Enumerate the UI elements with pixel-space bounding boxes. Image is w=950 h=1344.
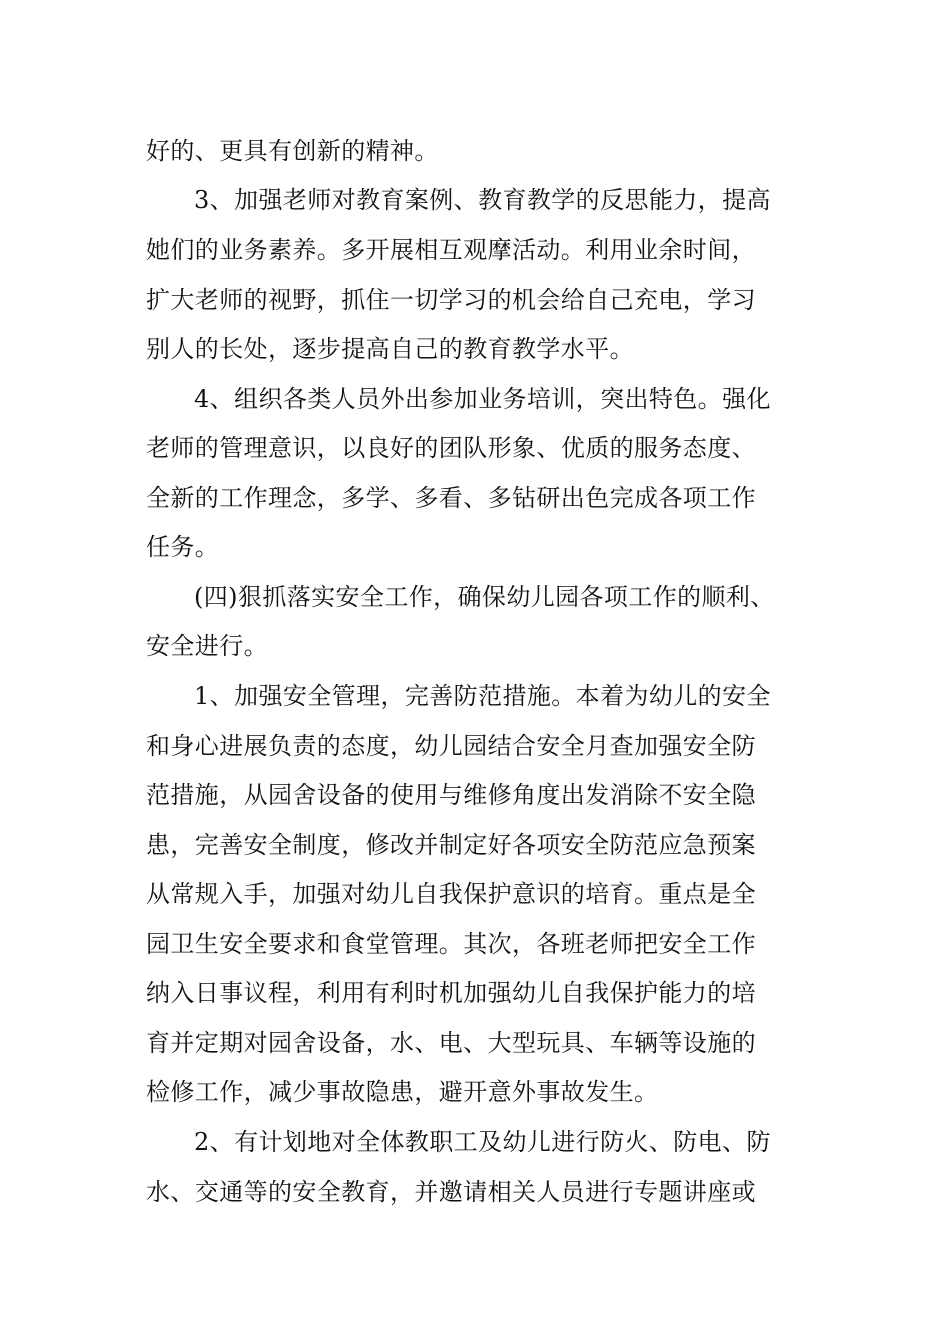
text-line: 检修工作，减少事故隐患，避开意外事故发生。 bbox=[146, 1078, 659, 1106]
section-heading-cont: 安全进行。 bbox=[146, 632, 268, 660]
text-line: 和身心进展负责的态度，幼儿园结合安全月查加强安全防 bbox=[146, 732, 756, 760]
text-line: 扩大老师的视野，抓住一切学习的机会给自己充电，学习 bbox=[146, 286, 756, 314]
text-line: 好的、更具有创新的精神。 bbox=[146, 137, 439, 165]
text-line: 1、加强安全管理，完善防范措施。本着为幼儿的安全 bbox=[194, 682, 771, 710]
text-line: 水、交通等的安全教育，并邀请相关人员进行专题讲座或 bbox=[146, 1178, 756, 1206]
text-line: 老师的管理意识，以良好的团队形象、优质的服务态度、 bbox=[146, 434, 756, 462]
text-line: 4、组织各类人员外出参加业务培训，突出特色。强化 bbox=[194, 385, 771, 413]
text-line: 纳入日事议程，利用有利时机加强幼儿自我保护能力的培 bbox=[146, 979, 756, 1007]
text-line: 患，完善安全制度，修改并制定好各项安全防范应急预案 bbox=[146, 831, 756, 859]
text-line: 2、有计划地对全体教职工及幼儿进行防火、防电、防 bbox=[194, 1128, 771, 1156]
text-line: 别人的长处，逐步提高自己的教育教学水平。 bbox=[146, 335, 634, 363]
text-line: 园卫生安全要求和食堂管理。其次，各班老师把安全工作 bbox=[146, 930, 756, 958]
text-line: 育并定期对园舍设备，水、电、大型玩具、车辆等设施的 bbox=[146, 1029, 756, 1057]
text-line: 全新的工作理念，多学、多看、多钻研出色完成各项工作 bbox=[146, 484, 756, 512]
text-line: 从常规入手，加强对幼儿自我保护意识的培育。重点是全 bbox=[146, 880, 756, 908]
text-line: 任务。 bbox=[146, 533, 220, 561]
text-line: 她们的业务素养。多开展相互观摩活动。利用业余时间， bbox=[146, 236, 756, 264]
text-line: 范措施，从园舍设备的使用与维修角度出发消除不安全隐 bbox=[146, 781, 756, 809]
text-line: 3、加强老师对教育案例、教育教学的反思能力，提高 bbox=[194, 186, 771, 214]
section-heading: (四)狠抓落实安全工作，确保幼儿园各项工作的顺利、 bbox=[194, 583, 775, 611]
